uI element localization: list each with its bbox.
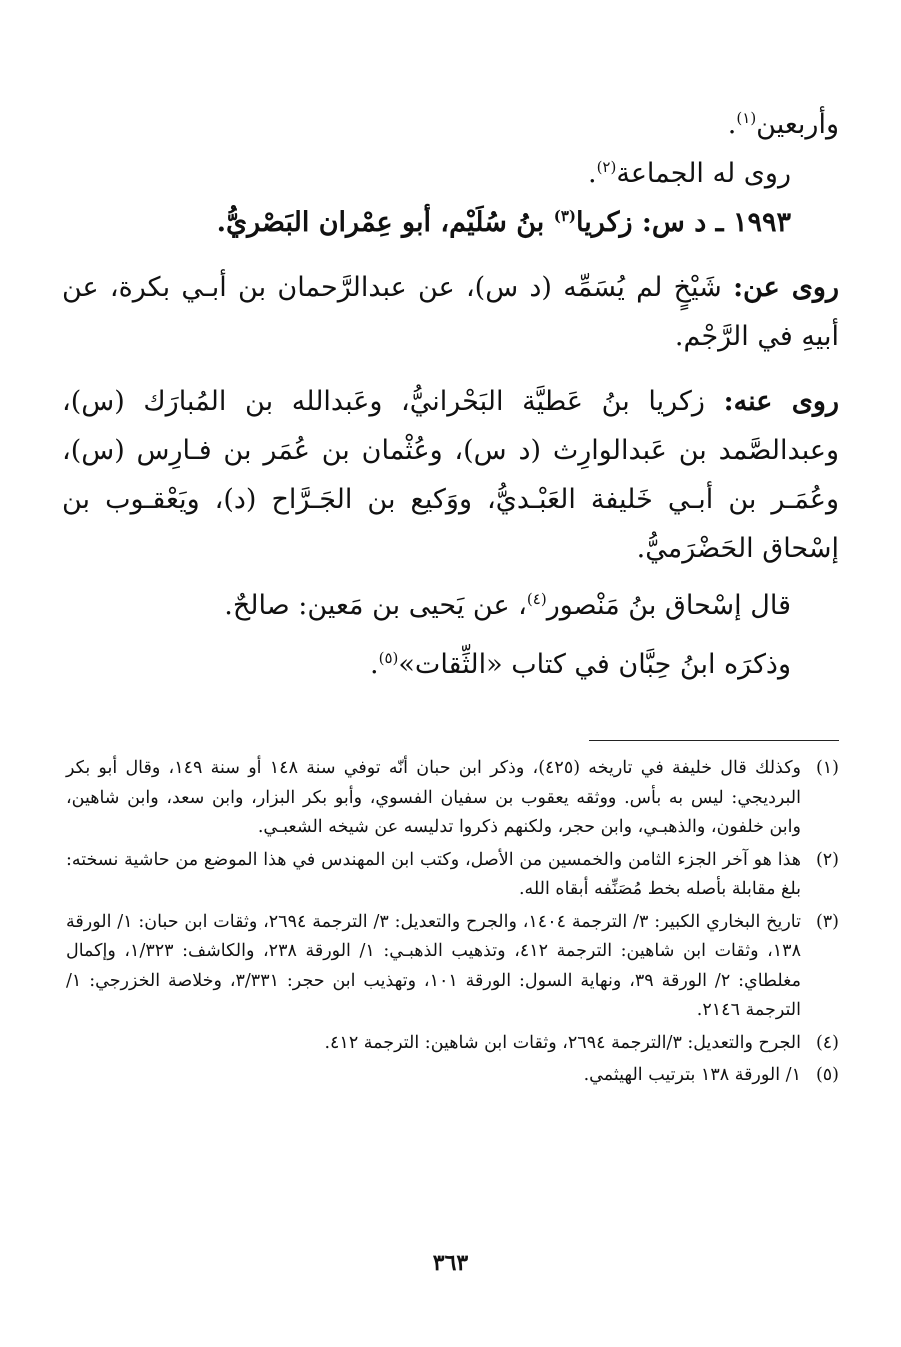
narrated-by-text: روى له الجماعة xyxy=(616,158,791,189)
footnote-number: (٣) xyxy=(815,911,839,932)
footnote-number: (٥) xyxy=(815,1065,839,1085)
footnote-ref-2[interactable]: (٢) xyxy=(596,158,617,176)
entry-heading xyxy=(62,198,839,247)
footnote-3 xyxy=(66,908,839,1026)
footnote-2 xyxy=(66,846,839,905)
narrated-by-him-label: روى عنه: xyxy=(723,386,840,417)
footnote-ref-4[interactable]: (٤) xyxy=(526,590,547,608)
footnote-text: ١/ الورقة ١٣٨ بترتيب الهيثمي. xyxy=(583,1065,801,1085)
footnote-text: هذا هو آخر الجزء الثامن والخمسين من الأصل، وكتب ابن المهندس في هذا الموضع من حاشية نسخته: بلغ مقابلة بأصله بخط مُصَنِّفه أبقاه الله. xyxy=(66,849,801,899)
main-text xyxy=(62,100,839,689)
footnote-ref-1[interactable]: (١) xyxy=(736,109,757,127)
narrated-by-line xyxy=(62,149,839,198)
footnote-4 xyxy=(66,1029,839,1059)
continuation-line xyxy=(62,100,839,149)
footnotes xyxy=(66,754,839,1094)
narrated-from-text: شَيْخٍ لم يُسَمِّه (د س)، عن عبدالرَّحمان بن أبـي بكرة، عن أبيهِ في الرَّجْم. xyxy=(62,272,839,352)
footnote-separator xyxy=(589,740,839,741)
mentioned-start: وذكرَه ابنُ حِبَّان في كتاب «الثِّقات» xyxy=(398,649,791,680)
footnote-number: (٤) xyxy=(815,1032,839,1053)
punctuation: . xyxy=(587,158,597,189)
said-line xyxy=(62,581,839,630)
mentioned-line xyxy=(62,640,839,689)
entry-name-text: بنُ سُلَيْم، أبو عِمْران البَصْريُّ. xyxy=(216,207,545,238)
footnote-text: وكذلك قال خليفة في تاريخه (٤٢٥)، وذكر ابن حبان أنّه توفي سنة ١٤٨ أو سنة ١٤٩، وقال أبو بكر البرديجي: ليس به بأس. ووثقه يعقوب بن سفيان الفسوي، وأبو بكر البزار، وابن سعد، وابن شاهين، وابن خلفون، والذهبـي، وابن حجر، ولكنهم ذكروا تدليسه عن شيخه الشعبـي. xyxy=(66,758,802,837)
footnote-ref-5[interactable]: (٥) xyxy=(378,649,399,667)
punctuation: . xyxy=(727,109,737,140)
footnote-5 xyxy=(66,1061,839,1091)
narrated-by-him-text: زكريا بنُ عَطيَّة البَحْرانيُّ، وعَبدالله بن المُبارَك (س)، وعبدالصَّمد بن عَبدالوارِث (د س)، وعُثْمان بن عُمَر بن فـارِس (س)، وعُمَـر بن أبـي خَليفة العَبْـديُّ، ووَكيع بن الجَـرَّاح (د)، ويَعْقـوب بن إسْحاق الحَضْرَميُّ. xyxy=(62,386,840,564)
said-start: قال إسْحاق بنُ مَنْصور xyxy=(546,590,791,621)
continuation-text: وأربعين xyxy=(756,109,839,140)
said-end: ، عن يَحيى بن مَعين: صالحٌ. xyxy=(224,590,527,621)
footnote-text: الجرح والتعديل: ٣/الترجمة ٢٦٩٤، وثقات ابن شاهين: الترجمة ٤١٢. xyxy=(324,1032,801,1053)
narrated-by-him-paragraph xyxy=(62,377,839,573)
mentioned-end: . xyxy=(370,649,379,680)
footnote-number: (٢) xyxy=(815,849,839,870)
footnote-1 xyxy=(66,754,839,843)
footnote-number: (١) xyxy=(815,758,839,778)
page-number: ٣٦٣ xyxy=(432,1250,469,1276)
entry-head-text: ـ د س: زكريا xyxy=(575,207,724,238)
footnote-ref-3[interactable]: (٣) xyxy=(553,207,576,225)
entry-number: ١٩٩٣ xyxy=(732,207,791,238)
narrated-from-paragraph xyxy=(62,263,839,361)
narrated-from-label: روى عن: xyxy=(733,272,839,303)
footnote-text: تاريخ البخاري الكبير: ٣/ الترجمة ١٤٠٤، والجرح والتعديل: ٣/ الترجمة ٢٦٩٤، وثقات ابن حبان: ١/ الورقة ١٣٨، وثقات ابن شاهين: الترجمة ٤١٢، وتذهيب الذهبـي: ١/ الورقة ٢٣٨، والكاشف: ١/٣٢٣، وإكمال مغلطاي: ٢/ الورقة ٣٩، ونهاية السول: الورقة ١٠١، وتهذيب ابن حجر: ٣/٣٣١، وخلاصة الخزرجي: ١/ الترجمة ٢١٤٦. xyxy=(66,911,802,1020)
